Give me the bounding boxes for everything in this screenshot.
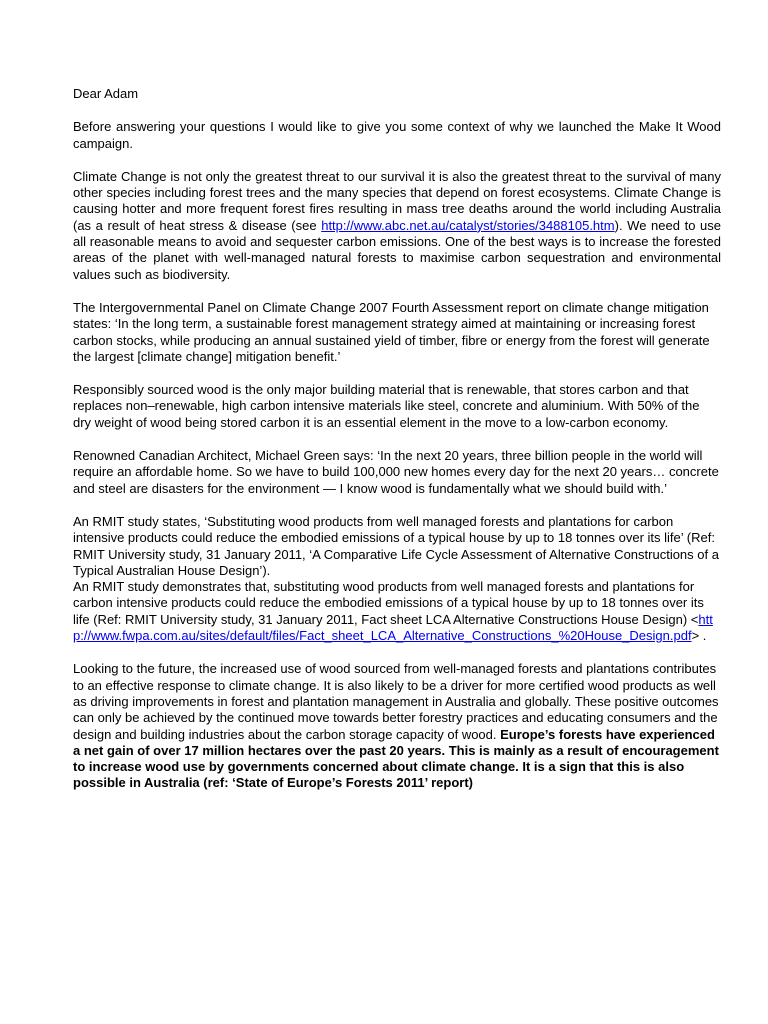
abc-catalyst-link[interactable]: http://www.abc.net.au/catalyst/stories/3488105.htm (321, 217, 615, 233)
paragraph-text: > . (691, 628, 707, 644)
greeting: Dear Adam (73, 86, 139, 101)
paragraph-context: Before answering your questions I would like to give you some context of why we launched the Make It Wood campaign. (73, 119, 721, 151)
paragraph-future (73, 661, 721, 791)
paragraph-michael-green: Renowned Canadian Architect, Michael Green says: ‘In the next 20 years, three billion people in the world will require an affordable home. So we have to build 100,000 new homes every day for the next 20 years… concrete and steel are disasters for the environment — I know wood is fundamentally what we should build with.’ (73, 448, 719, 496)
paragraph-climate-change (73, 169, 721, 283)
paragraph-rmit-states: An RMIT study states, ‘Substituting wood products from well managed forests and plantations for carbon intensive products could reduce the embodied emissions of a typical house by up to 18 tonnes over its life’ (Ref: RMIT University study, 31 January 2011, ‘A Comparative Life Cycle Assessment of Alternative Constructions of a Typical Australian House Design’). (73, 513, 719, 578)
paragraph-text: Looking to the future, the increased use of wood sourced from well-managed forests and plantations contributes to an effective response to climate change. It is also likely to be a driver for more certified wood products as well as driving improvements in forest and plantation management in Australia and globally. These positive outcomes can only be achieved by the continued move towards better forestry practices and educating consumers and the design and building industries about the carbon storage capacity of wood. (73, 661, 719, 742)
fwpa-factsheet-link[interactable]: http://www.fwpa.com.au/sites/default/files/Fact_sheet_LCA_Alternative_Constructions_%20House_Design.pdf (73, 611, 713, 644)
paragraph-responsibly-sourced: Responsibly sourced wood is the only major building material that is renewable, that stores carbon and that replaces non–renewable, high carbon intensive materials like steel, concrete and aluminium. With 50% of the dry weight of wood being stored carbon it is an essential element in the move to a low-carbon economy. (73, 382, 700, 430)
paragraph-ipcc: The Intergovernmental Panel on Climate Change 2007 Fourth Assessment report on climate change mitigation states: ‘In the long term, a sustainable forest management strategy aimed at maintaining or increasing forest carbon stocks, while producing an annual sustained yield of timber, fibre or energy from the forest will generate the largest [climate change] mitigation benefit.’ (73, 299, 710, 364)
paragraph-text: An RMIT study demonstrates that, substituting wood products from well managed forests and plantations for carbon intensive products could reduce the embodied emissions of a typical house by up to 18 tonnes over its life (Ref: RMIT University study, 31 January 2011, Fact sheet LCA Alternative Constructions House Design) < (73, 579, 704, 627)
paragraph-rmit-demonstrates (73, 579, 721, 644)
paragraph-text: Climate Change is not only the greatest threat to our survival it is also the greatest threat to the survival of many other species including forest trees and the many species that depend on forest ecosystems. Climate Change is causing hotter and more frequent forest fires resulting in mass tree deaths around the world including Australia (as a result of heat stress & disease (see (73, 168, 721, 233)
letter-body (73, 86, 721, 809)
europe-forests-bold-text: Europe’s forests have experienced a net gain of over 17 million hectares over the past 20 years. This is mainly as a result of encouragement to increase wood use by governments concerned about climate change. It is a sign that this is also possible in Australia (ref: ‘State of Europe’s Forests 2011’ report) (73, 726, 719, 791)
paragraph-text: ). We need to use all reasonable means to avoid and sequester carbon emissions. One of the best ways is to increase the forested areas of the planet with well-managed natural forests to maximise carbon sequestration and environmental values such as biodiversity. (73, 217, 722, 282)
